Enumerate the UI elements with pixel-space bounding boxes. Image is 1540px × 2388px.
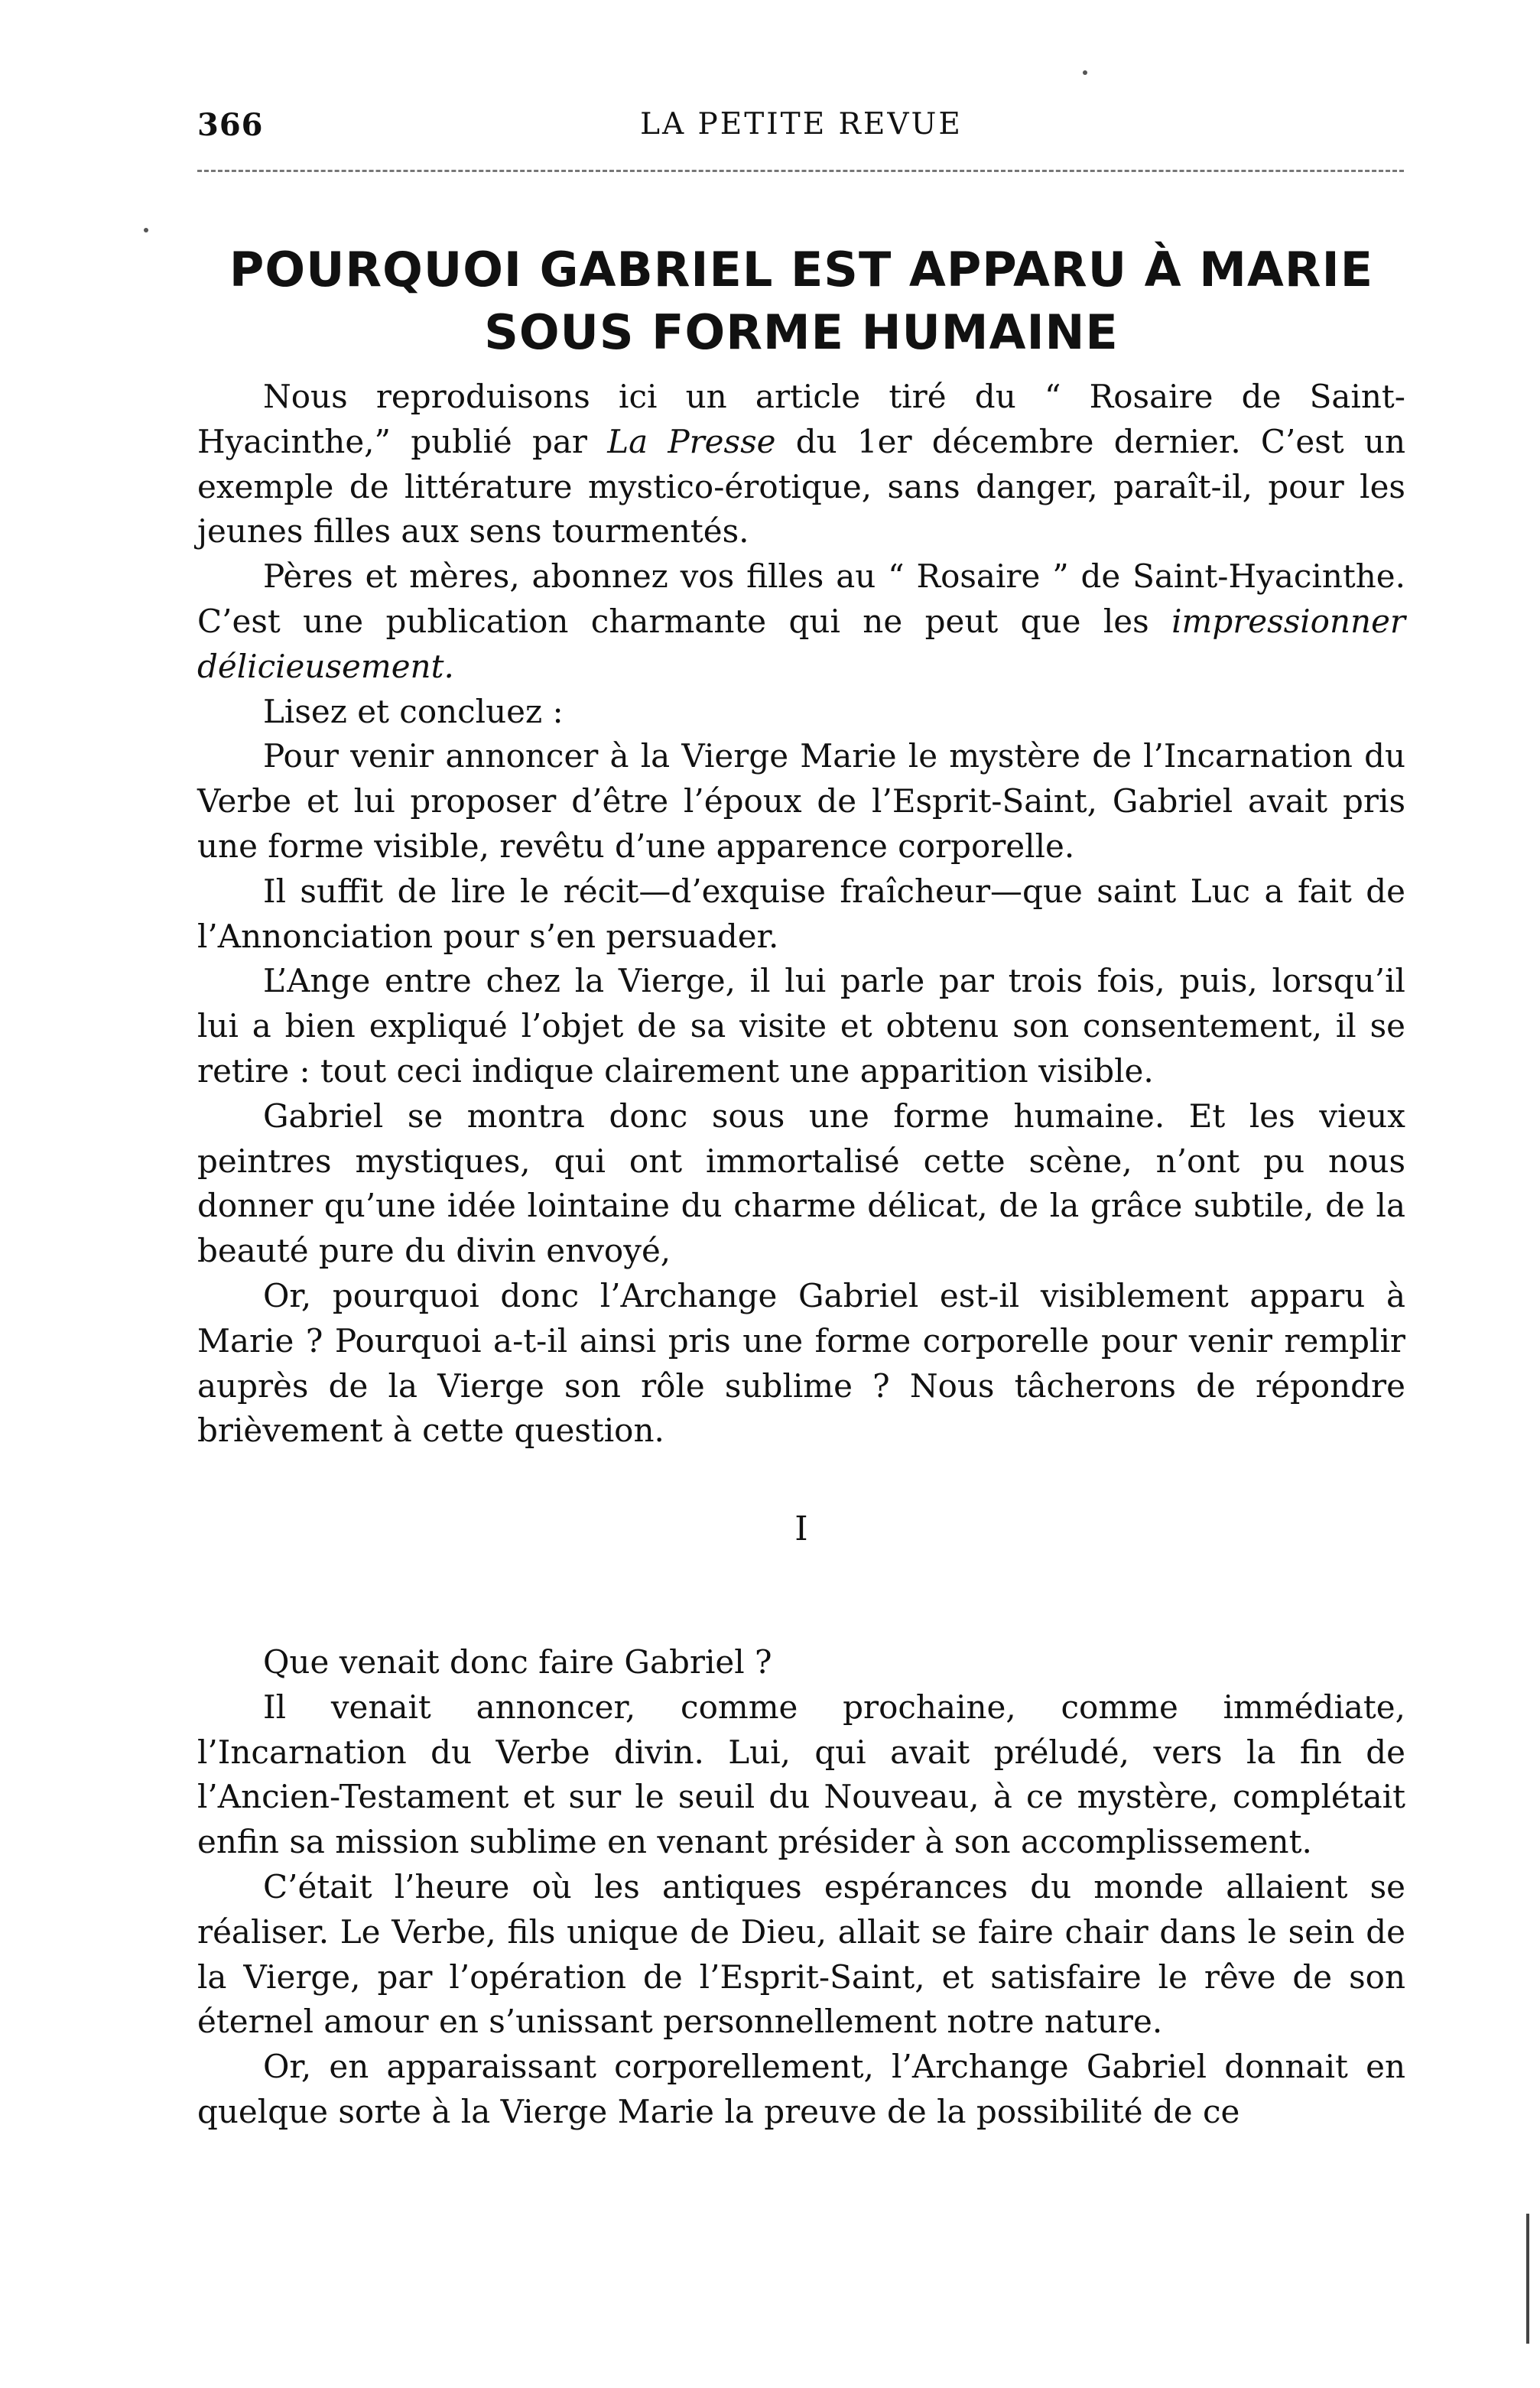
print-speck — [1083, 70, 1087, 75]
article-body — [197, 375, 1405, 2135]
article-title: POURQUOI GABRIEL EST APPARU À MARIE SOUS FORME HUMAINE — [229, 242, 1374, 360]
section-number: I — [794, 1509, 808, 1549]
page-number: 366 — [197, 107, 264, 143]
intro-text-start: Nous reproduisons ici un article tiré du “ Rosaire de Saint-Hyacinthe,” publié par — [197, 378, 1405, 460]
journal-title: LA PETITE REVUE — [640, 107, 963, 141]
paragraph: Il venait annoncer, comme prochaine, comme immédiate, l’Incarnation du Verbe divin. Lui, qui avait préludé, vers la fin de l’Ancien-Testament et sur le seuil du Nouveau, à ce mystère, complétait enfin sa mission sublime en venant présider à son accomplissement. — [197, 1688, 1405, 1861]
appeal-emphasis: impressionner délicieusement. — [197, 602, 1405, 685]
running-head — [197, 107, 1405, 153]
paragraph: Gabriel se montra donc sous une forme humaine. Et les vieux peintres mystiques, qui ont immortalisé cette scène, n’ont pu nous donner qu’une idée lointaine du charme délicat, de la grâce subtile, de la beauté pure du divin envoyé, — [197, 1097, 1405, 1270]
appeal-text: Pères et mères, abonnez vos filles au “ Rosaire ” de Saint-Hyacinthe. C’est une publication charmante qui ne peut que les — [197, 557, 1405, 640]
paragraph: C’était l’heure où les antiques espérances du monde allaient se réaliser. Le Verbe, fils unique de Dieu, allait se faire chair dans le sein de la Vierge, par l’opération de l’Esprit-Saint, et satisfaire le rêve de son éternel amour en s’unissant personnellement notre nature. — [197, 1867, 1405, 2041]
conclude-line: Lisez et concluez : — [263, 692, 564, 730]
intro-text-end: du 1er décembre dernier. C’est un exemple de littérature mystico-érotique, sans danger, paraît-il, pour les jeunes filles aux sens tourmentés. — [197, 422, 1405, 551]
paragraph: L’Ange entre chez la Vierge, il lui parle par trois fois, puis, lorsqu’il lui a bien expliqué l’objet de sa visite et obtenu son consentement, il se retire : tout ceci indique clairement une apparition visible. — [197, 962, 1405, 1090]
intro-paragraph — [197, 375, 1405, 554]
scan-edge-mark — [1526, 2214, 1529, 2344]
paragraph: Il suffit de lire le récit—d’exquise fraîcheur—que saint Luc a fait de l’Annonciation pour s’en persuader. — [197, 872, 1405, 955]
paragraph: Pour venir annoncer à la Vierge Marie le mystère de l’Incarnation du Verbe et lui proposer d’être l’époux de l’Esprit-Saint, Gabriel avait pris une forme visible, revêtu d’une apparence corporelle. — [197, 737, 1405, 865]
print-speck — [144, 228, 148, 232]
paragraph: Or, pourquoi donc l’Archange Gabriel est-il visiblement apparu à Marie ? Pourquoi a-t-il ainsi pris une forme corporelle pour venir remplir auprès de la Vierge son rôle sublime ? Nous tâcherons de répondre brièvement à cette question. — [197, 1276, 1405, 1450]
source-publication: La Presse — [607, 422, 776, 460]
paragraph: Que venait donc faire Gabriel ? — [263, 1642, 772, 1681]
paragraph: Or, en apparaissant corporellement, l’Archange Gabriel donnait en quelque sorte à la Vierge Marie la preuve de la possibilité de ce — [197, 2048, 1405, 2130]
header-rule — [197, 170, 1404, 172]
appeal-paragraph — [197, 554, 1405, 689]
